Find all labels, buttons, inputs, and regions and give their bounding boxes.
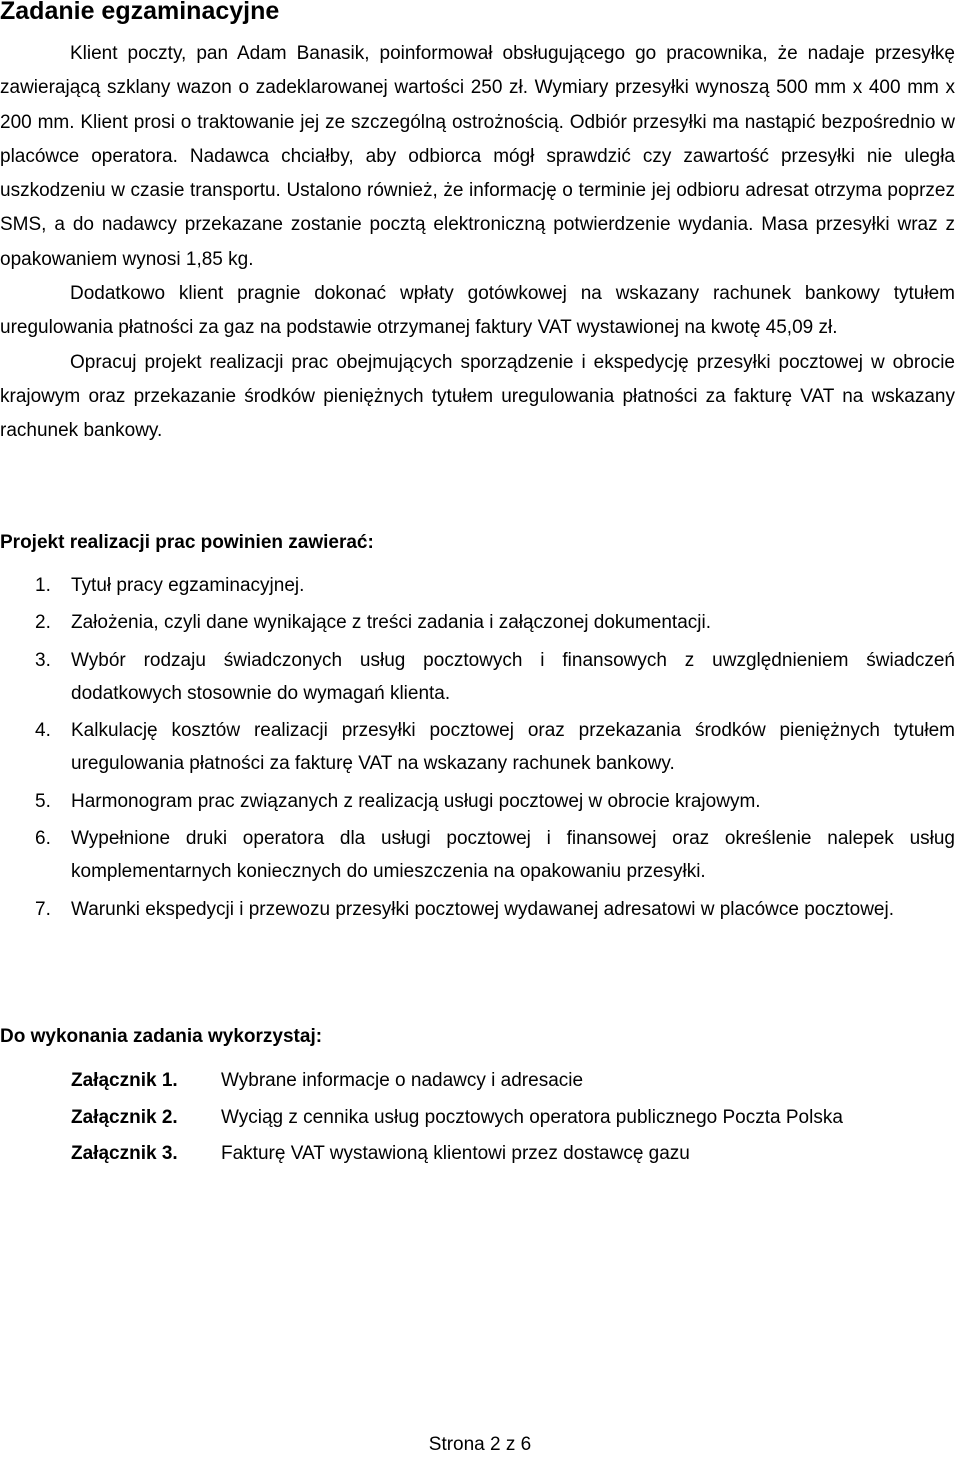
list-item-number: 3.	[35, 649, 51, 671]
list-item	[0, 644, 955, 711]
list-item-text: Wypełnione druki operatora dla usługi pocztowej i finansowej oraz określenie nalepek usług komplementarnych koniecznych do umieszczenia na opakowaniu przesyłki.	[71, 828, 955, 883]
list-item-text: Kalkulację kosztów realizacji przesyłki pocztowej oraz przekazania środków pieniężnych tytułem uregulowania płatności za fakturę VAT na wskazany rachunek bankowy.	[71, 720, 955, 775]
list-item	[0, 606, 955, 639]
attachment-text: Wybrane informacje o nadawcy i adresacie	[221, 1070, 584, 1091]
list-item-text: Tytuł pracy egzaminacyjnej.	[71, 575, 305, 596]
list-item-number: 5.	[35, 790, 51, 812]
attachment-label: Załącznik 1.	[71, 1070, 178, 1091]
attachment-label: Załącznik 2.	[71, 1106, 178, 1128]
list-item-text: Założenia, czyli dane wynikające z treści zadania i załączonej dokumentacji.	[71, 612, 711, 634]
task-description	[0, 37, 955, 449]
list-item	[0, 569, 955, 602]
list-item-text: Harmonogram prac związanych z realizacją usługi pocztowej w obrocie krajowym.	[71, 790, 761, 812]
attachment-text: Fakturę VAT wystawioną klientowi przez dostawcę gazu	[221, 1143, 690, 1164]
attachment-item	[71, 1137, 955, 1171]
paragraph-payment-info: Dodatkowo klient pragnie dokonać wpłaty gotówkowej na wskazany rachunek bankowy tytułem uregulowania płatności za gaz na podstawie otrzymanej faktury VAT wystawionej na kwotę 45,09 zł.	[0, 283, 955, 339]
list-item-number: 7.	[35, 898, 51, 920]
project-heading: Projekt realizacji prac powinien zawierać:	[0, 532, 374, 553]
list-item	[0, 785, 955, 818]
list-item	[0, 822, 955, 889]
list-item	[0, 893, 955, 926]
list-item-text: Wybór rodzaju świadczonych usług pocztowych i finansowych z uwzględnieniem świadczeń dodatkowych stosownie do wymagań klienta.	[71, 649, 955, 704]
attachment-item	[71, 1064, 955, 1098]
attachment-item	[71, 1101, 955, 1135]
page-title: Zadanie egzaminacyjne	[0, 0, 280, 25]
attachments-list	[71, 1064, 955, 1174]
list-item-number: 2.	[35, 612, 51, 634]
attachment-label: Załącznik 3.	[71, 1143, 178, 1164]
resources-heading: Do wykonania zadania wykorzystaj:	[0, 1026, 323, 1047]
project-requirements-list	[0, 569, 955, 930]
paragraph-instruction: Opracuj projekt realizacji prac obejmujących sporządzenie i ekspedycję przesyłki pocztowej w obrocie krajowym oraz przekazanie środków pieniężnych tytułem uregulowania płatności za fakturę VAT na wskazany rachunek bankowy.	[0, 351, 955, 442]
list-item-text: Warunki ekspedycji i przewozu przesyłki pocztowej wydawanej adresatowi w placówce pocztowej.	[71, 898, 894, 920]
list-item	[0, 714, 955, 781]
page-number: Strona 2 z 6	[428, 1434, 532, 1455]
list-item-number: 1.	[35, 575, 51, 596]
paragraph-client-info: Klient poczty, pan Adam Banasik, poinformował obsługującego go pracownika, że nadaje przesyłkę zawierającą szklany wazon o zadeklarowanej wartości 250 zł. Wymiary przesyłki wynoszą 500 mm x 400 mm x 200 mm. Klient prosi o traktowanie jej ze szczególną ostrożnością. Odbiór przesyłki ma nastąpić bezpośrednio w placówce operatora. Nadawca chciałby, aby odbiorca mógł sprawdzić czy zawartość przesyłki nie uległa uszkodzeniu w czasie transportu. Ustalono również, że informację o terminie jej odbioru adresat otrzyma poprzez SMS, a do nadawcy przekazane zostanie pocztą elektroniczną potwierdzenie wydania. Masa przesyłki wraz z opakowaniem wynosi 1,85 kg.	[0, 43, 955, 270]
list-item-number: 6.	[35, 828, 51, 850]
attachment-text: Wyciąg z cennika usług pocztowych operatora publicznego Poczta Polska	[221, 1106, 843, 1128]
list-item-number: 4.	[35, 720, 51, 742]
